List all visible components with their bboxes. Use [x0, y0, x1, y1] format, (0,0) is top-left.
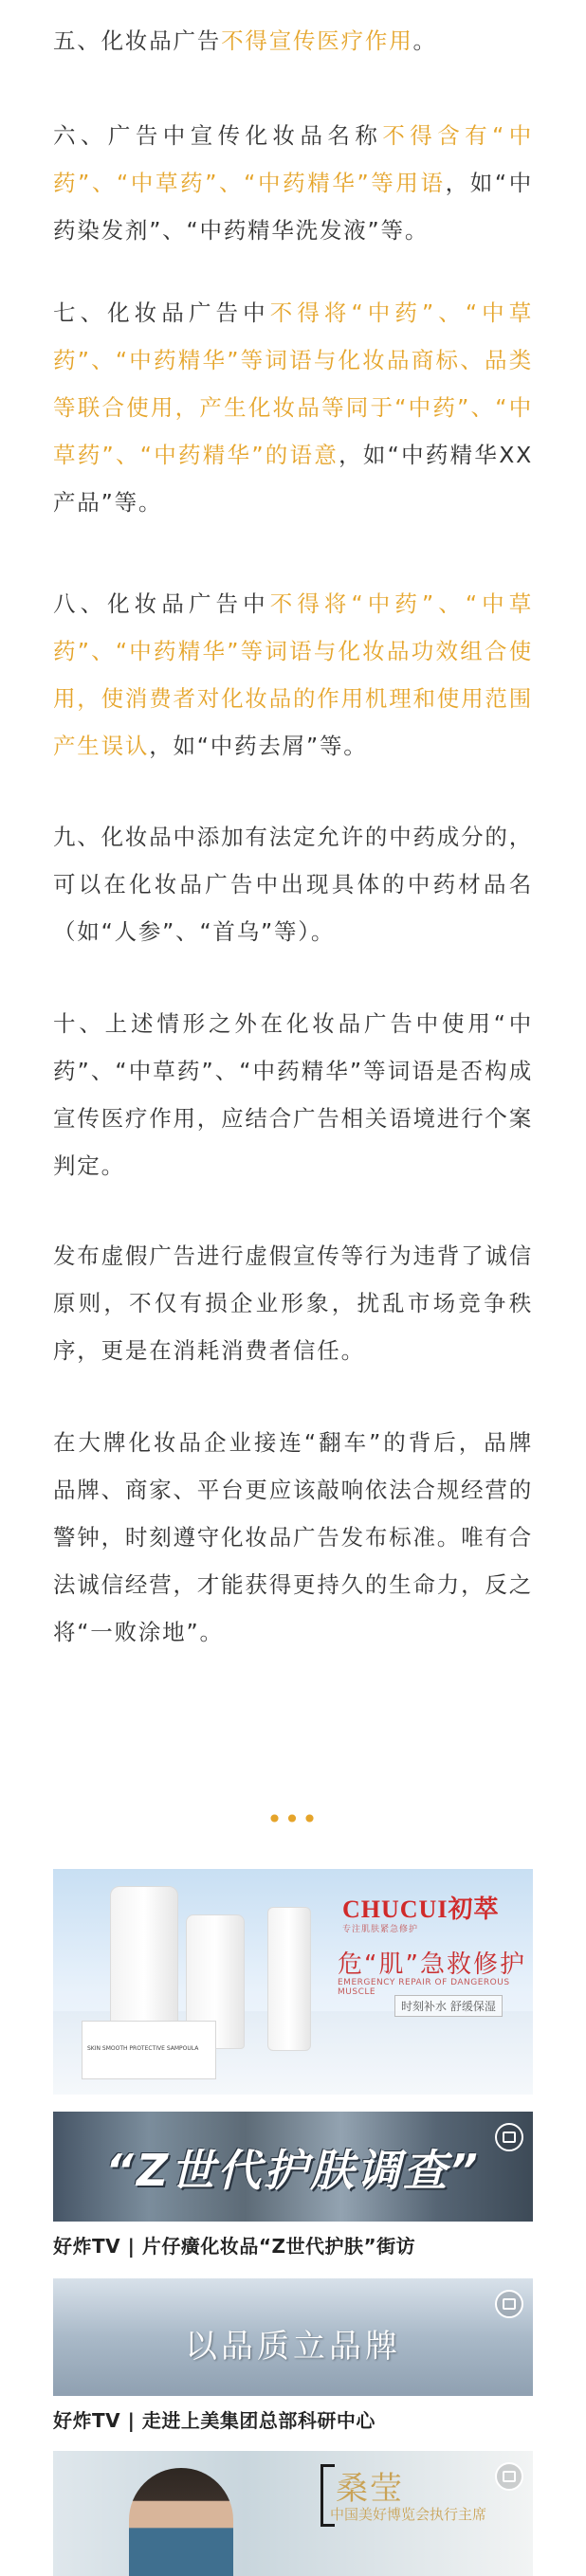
paragraph-text: ，如“中药精华XX产品”等。 — [53, 442, 533, 516]
paragraph-12: 在大牌化妆品企业接连“翻车”的背后，品牌品牌、商家、平台更应该敲响依法合规经营的警钟，时刻遵守化妆品广告发布标准。唯有合法诚信经营，才能获得更持久的生命力，反之将“一败涂地”。 — [53, 1429, 533, 1645]
paragraph-text: 五、化妆品广告 — [53, 27, 222, 54]
paragraph-10: 十、上述情形之外在化妆品广告中使用“中药”、“中草药”、“中药精华”等词语是否构成宣传医疗作用，应结合广告相关语境进行个案判定。 — [53, 1010, 533, 1179]
video-thumbnail[interactable] — [53, 2278, 533, 2396]
video-play-icon[interactable] — [495, 2462, 523, 2491]
paragraph-text: 八、化妆品广告中 — [53, 590, 270, 617]
tube-image — [267, 1907, 311, 2051]
paragraph-11: 发布虚假广告进行虚假宣传等行为违背了诚信原则，不仅有损企业形象，扰乱市场竞争秩序，更是在消耗消费者信任。 — [53, 1243, 533, 1364]
brand-subtitle: 专注肌肤紧急修护 — [342, 1925, 419, 1934]
highlight-text: 不得将“中药”、“中草药”、“中药精华”等词语与化妆品功效组合使用，使消费者对化妆品的作用机理和使用范围产生误认 — [53, 590, 533, 759]
ad-slogan: 危“肌”急救修护 — [338, 1950, 526, 1979]
video-overlay-title: “Z世代护肤调查” — [105, 2145, 481, 2196]
paragraph-7 — [53, 289, 533, 526]
highlight-text: 不得含有“中药”、“中草药”、“中药精华”等用语 — [53, 122, 533, 196]
video-thumbnail[interactable] — [53, 2451, 533, 2576]
highlight-text: 不得将“中药”、“中草药”、“中药精华”等词语与化妆品商标、品类等联合使用，产生化妆品等同于“中药”、“中草药”、“中药精华”的语意 — [53, 299, 533, 468]
paragraph-9: 九、化妆品中添加有法定允许的中药成分的，可以在化妆品广告中出现具体的中药材品名（如“人参”、“首乌”等）。 — [53, 824, 533, 945]
paragraph-8 — [53, 580, 533, 770]
video-thumbnail[interactable] — [53, 2112, 533, 2222]
paragraph-6 — [53, 112, 533, 254]
paragraph-text: 六、广告中宣传化妆品名称 — [53, 122, 383, 149]
paragraph-text: ，如“中药去屑”等。 — [149, 733, 368, 759]
video-caption[interactable]: 好炸TV | 片仔癀化妆品“Z世代护肤”街访 — [53, 2235, 416, 2258]
video-play-icon[interactable] — [495, 2290, 523, 2318]
highlight-text: 不得宣传医疗作用 — [221, 27, 413, 54]
video-play-icon[interactable] — [495, 2123, 523, 2151]
paragraph-text: 。 — [412, 27, 437, 54]
ad-slogan-english: EMERGENCY REPAIR OF DANGEROUS MUSCLE — [338, 1978, 510, 1997]
video-caption[interactable]: 好炸TV | 走进上美集团总部科研中心 — [53, 2409, 375, 2432]
ad-tagline: 时刻补水 舒缓保湿 — [394, 1995, 503, 2017]
paragraph-text: 七、化妆品广告中 — [53, 299, 270, 326]
paragraph-5 — [53, 17, 533, 64]
product-box-text: SKIN SMOOTH PROTECTIVE SAMPOULA — [87, 2045, 199, 2052]
paragraph-text: ，如“中药染发剂”、“中药精华洗发液”等。 — [53, 170, 533, 244]
speaker-role: 中国美好博览会执行主席 — [330, 2506, 487, 2523]
brand-logo: CHUCUI初萃 — [342, 1896, 500, 1923]
ad-banner[interactable] — [53, 1869, 533, 2095]
section-divider: ••• — [266, 1804, 320, 1835]
video-overlay-title: 以品质立品牌 — [185, 2328, 401, 2366]
speaker-image — [129, 2468, 233, 2576]
speaker-name: 桑莹 — [336, 2470, 404, 2508]
